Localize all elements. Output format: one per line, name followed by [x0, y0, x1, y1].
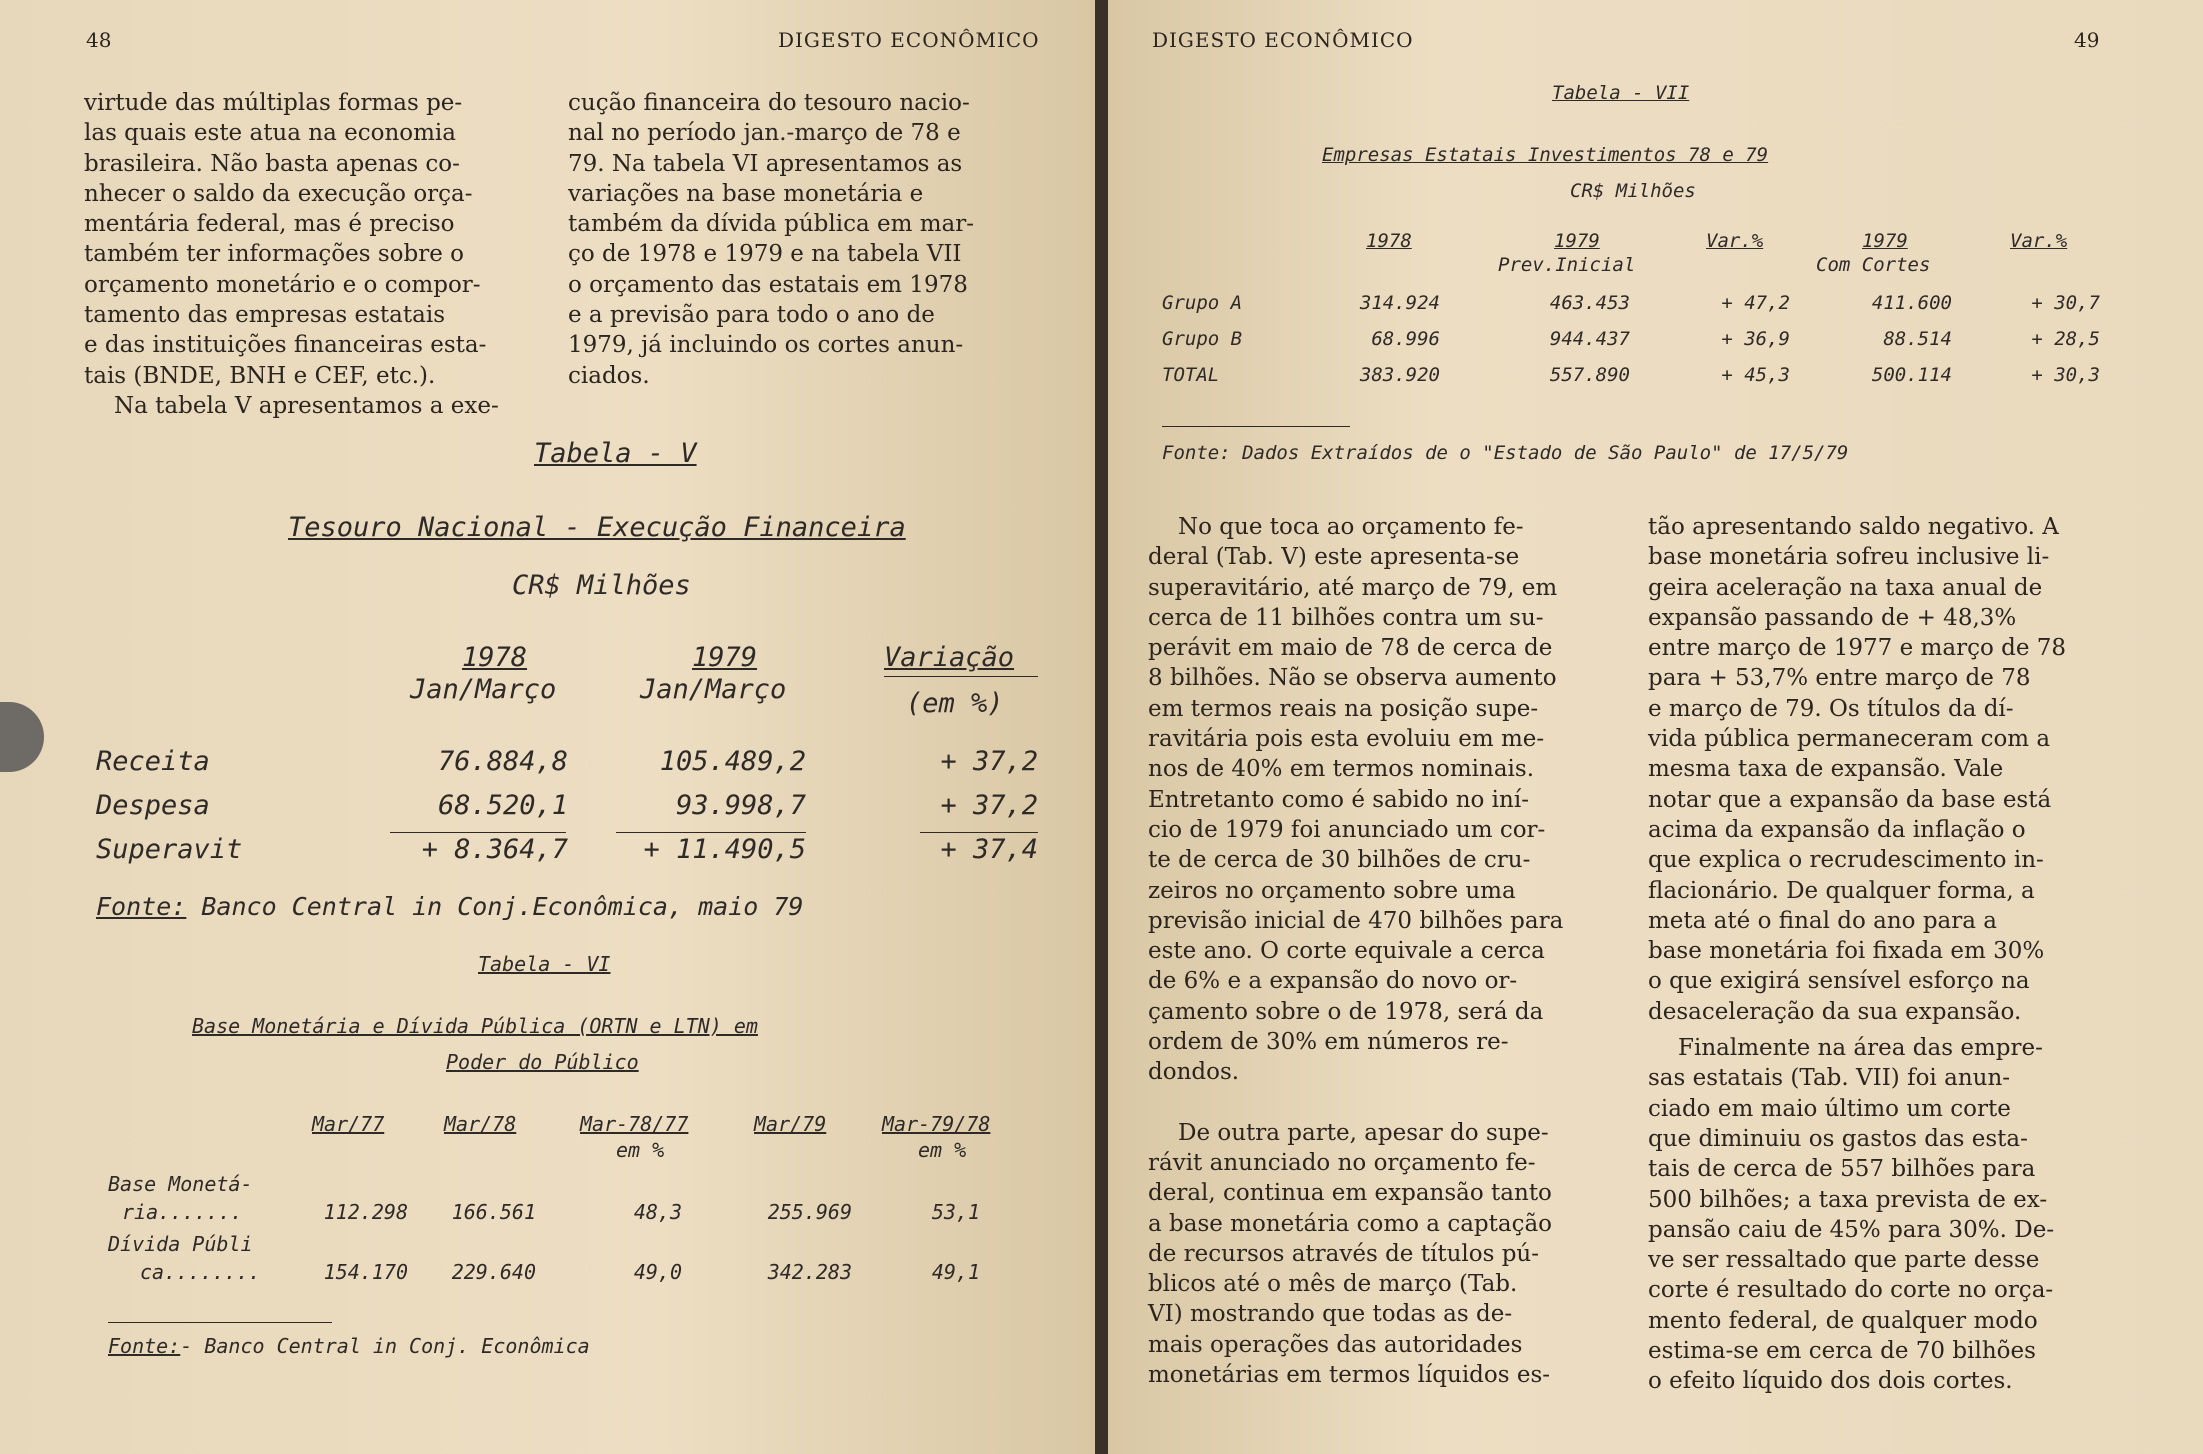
text-line: e a previsão para todo o ano de	[568, 302, 935, 329]
text-line: de recursos através de títulos pú-	[1148, 1240, 1540, 1267]
table-v-col3-unit: (em %)	[906, 688, 1004, 719]
table-vi-cell: 255.969	[767, 1200, 852, 1224]
source-text: Banco Central in Conj.Econômica, maio 79	[201, 892, 804, 921]
left-page	[0, 0, 1095, 1454]
table-vii-cell: 557.890	[1549, 364, 1630, 386]
right-page	[1108, 0, 2203, 1454]
table-v-rule	[616, 832, 806, 833]
text-line: nhecer o saldo da execução orça-	[84, 180, 473, 207]
table-v-cell: 93.998,7	[675, 790, 806, 821]
text-line: superavitário, até março de 79, em	[1148, 574, 1558, 601]
table-v-cell: + 8.364,7	[421, 834, 568, 865]
table-v-rule	[884, 676, 1038, 677]
text-line: vida pública permaneceram com a	[1648, 726, 2051, 753]
text-line: zeiros no orçamento sobre uma	[1148, 877, 1516, 904]
table-v-col1-year: 1978	[462, 642, 528, 673]
text-line: o que exigirá sensível esforço na	[1648, 968, 2030, 995]
text-line: e das instituições financeiras esta-	[84, 332, 487, 359]
table-v-col3-head: Variação	[884, 642, 1015, 673]
text-line: ve ser ressaltado que parte desse	[1648, 1247, 2040, 1274]
table-vii-cell: 463.453	[1549, 292, 1630, 314]
text-line: Na tabela V apresentamos a exe-	[114, 392, 499, 419]
text-line: ordem de 30% em números re-	[1148, 1029, 1509, 1056]
text-line: em termos reais na posição supe-	[1148, 695, 1539, 722]
page-smudge	[0, 702, 44, 772]
text-line: sas estatais (Tab. VII) foi anun-	[1648, 1065, 2011, 1092]
text-line: expansão passando de + 48,3%	[1648, 604, 2017, 631]
table-vi-cell: 166.561	[451, 1200, 536, 1224]
text-line: também da dívida pública em mar-	[568, 211, 975, 238]
table-v-cell: + 37,4	[940, 834, 1038, 865]
text-line: notar que a expansão da base está	[1648, 786, 2052, 813]
text-line: que diminuiu os gastos das esta-	[1648, 1125, 2028, 1152]
text-line: te de cerca de 30 bilhões de cru-	[1148, 847, 1531, 874]
table-vi-cell: 342.283	[767, 1260, 852, 1284]
table-v-cell: 76.884,8	[437, 746, 568, 777]
table-vii-unit: CR$ Milhões	[1570, 180, 1696, 202]
text-line: cio de 1979 foi anunciado um cor-	[1148, 816, 1546, 843]
text-line: 500 bilhões; a taxa prevista de ex-	[1648, 1186, 2048, 1213]
text-line: Finalmente na área das empre-	[1678, 1035, 2043, 1062]
source-label: Fonte:	[96, 892, 187, 921]
table-vii-header: 1979	[1554, 230, 1600, 252]
table-vii-title: Empresas Estatais Investimentos 78 e 79	[1322, 144, 1769, 166]
text-line: ciados.	[568, 362, 650, 389]
table-vii-header: Var.%	[1706, 230, 1764, 252]
text-line: geira aceleração na taxa anual de	[1648, 574, 2043, 601]
text-line: desaceleração da sua expansão.	[1648, 998, 2022, 1025]
text-line: mentária federal, mas é preciso	[84, 211, 455, 238]
text-line: que explica o recrudescimento in-	[1648, 847, 2044, 874]
table-v-col2-year: 1979	[692, 642, 758, 673]
text-line: mento federal, de qualquer modo	[1648, 1307, 2038, 1334]
table-vii-cell: + 30,3	[2031, 364, 2100, 386]
text-line: base monetária sofreu inclusive li-	[1648, 544, 2050, 571]
table-vii-cell: 411.600	[1871, 292, 1952, 314]
table-vi-title-2: Poder do Público	[446, 1050, 639, 1074]
table-vi-cell: 154.170	[323, 1260, 408, 1284]
right-col-1	[1148, 512, 1618, 1390]
text-line: ço de 1978 e 1979 e na tabela VII	[568, 241, 962, 268]
table-v-unit: CR$ Milhões	[512, 570, 691, 601]
table-vi-row-label: Base Monetá-	[108, 1172, 253, 1196]
table-vi-header: Mar-78/77	[580, 1112, 689, 1136]
left-col-2	[568, 88, 1051, 391]
text-line: nos de 40% em termos nominais.	[1148, 756, 1535, 783]
table-v-source	[96, 892, 803, 921]
table-vii-row-label: TOTAL	[1162, 364, 1220, 386]
table-v-cell: 105.489,2	[659, 746, 806, 777]
table-vii-cell: 383.920	[1359, 364, 1440, 386]
text-line: deral, continua em expansão tanto	[1148, 1180, 1552, 1207]
text-line: mais operações das autoridades	[1148, 1331, 1523, 1358]
text-line: rávit anunciado no orçamento fe-	[1148, 1149, 1536, 1176]
text-line: nal no período jan.-março de 78 e	[568, 120, 961, 147]
text-line: tais (BNDE, BNH e CEF, etc.).	[84, 362, 436, 389]
text-line: orçamento monetário e o compor-	[84, 271, 481, 298]
table-vii-cell: + 28,5	[2031, 328, 2100, 350]
table-v-row-label: Receita	[96, 746, 210, 777]
table-vi-cell: 112.298	[323, 1200, 408, 1224]
table-vi-cell: 49,1	[931, 1260, 980, 1284]
text-line: 79. Na tabela VI apresentamos as	[568, 150, 963, 177]
table-v-rule	[390, 832, 566, 833]
text-line: cução financeira do tesouro nacio-	[568, 90, 970, 116]
table-vi-row-label: Dívida Públi	[108, 1232, 253, 1256]
table-vii-cell: + 47,2	[1721, 292, 1790, 314]
text-line: virtude das múltiplas formas pe-	[84, 90, 463, 116]
table-vi-header: Mar/79	[754, 1112, 827, 1136]
text-line: ciado em maio último um corte	[1648, 1095, 2011, 1122]
table-v-cell: + 11.490,5	[643, 834, 806, 865]
text-line: variações na base monetária e	[568, 180, 924, 207]
text-line: De outra parte, apesar do supe-	[1178, 1119, 1549, 1146]
text-line: dondos.	[1148, 1059, 1240, 1086]
table-v-cell: + 37,2	[940, 746, 1038, 777]
text-line: para + 53,7% entre março de 78	[1648, 665, 2031, 692]
text-line: estima-se em cerca de 70 bilhões	[1648, 1338, 2036, 1365]
text-line: monetárias em termos líquidos es-	[1148, 1362, 1551, 1389]
left-col-1	[84, 88, 540, 421]
text-line: tão apresentando saldo negativo. A	[1648, 514, 2059, 540]
table-vii-source: Fonte: Dados Extraídos de o "Estado de São Paulo" de 17/5/79	[1162, 442, 1849, 464]
table-vi-cell: 229.640	[451, 1260, 536, 1284]
text-line: e março de 79. Os títulos da dí-	[1648, 695, 2014, 722]
table-vii-label: Tabela - VII	[1552, 82, 1690, 104]
table-vi-rule	[108, 1322, 332, 1323]
text-line: No que toca ao orçamento fe-	[1178, 514, 1524, 540]
page-number: 49	[2074, 28, 2100, 52]
table-vii-cell: + 36,9	[1721, 328, 1790, 350]
table-vii-cell: 314.924	[1359, 292, 1440, 314]
text-line: mesma taxa de expansão. Vale	[1648, 756, 2004, 783]
table-vii-subheader: Prev.Inicial	[1498, 254, 1636, 276]
text-line: previsão inicial de 470 bilhões para	[1148, 907, 1564, 934]
source-text: - Banco Central in Conj. Econômica	[180, 1334, 590, 1358]
table-vii-header: Var.%	[2010, 230, 2068, 252]
text-line: las quais este atua na economia	[84, 120, 456, 147]
table-v-cell: 68.520,1	[437, 790, 568, 821]
table-v-title: Tesouro Nacional - Execução Financeira	[288, 512, 906, 543]
table-v-label: Tabela - V	[534, 438, 697, 469]
text-line: VI) mostrando que todas as de-	[1148, 1301, 1513, 1328]
table-vi-subheader: em %	[616, 1138, 665, 1162]
text-line: 1979, já incluindo os cortes anun-	[568, 332, 964, 359]
source-label: Fonte:	[108, 1334, 181, 1358]
book-gutter	[1095, 0, 1108, 1454]
text-line: meta até o final do ano para a	[1648, 907, 1997, 934]
text-line: flacionário. De qualquer forma, a	[1648, 877, 2035, 904]
table-vi-subheader: em %	[918, 1138, 967, 1162]
running-head: DIGESTO ECONÔMICO	[1152, 28, 1414, 52]
table-vi-header: Mar/78	[444, 1112, 517, 1136]
text-line: de 6% e a expansão do novo or-	[1148, 968, 1518, 995]
table-vii-cell: + 45,3	[1721, 364, 1790, 386]
table-vi-label: Tabela - VI	[478, 952, 611, 976]
text-line: deral (Tab. V) este apresenta-se	[1148, 544, 1520, 571]
table-v-row-label: Despesa	[96, 790, 210, 821]
text-line: base monetária foi fixada em 30%	[1648, 938, 2045, 965]
text-line: tais de cerca de 557 bilhões para	[1648, 1156, 2036, 1183]
table-vi-header: Mar-79/78	[882, 1112, 991, 1136]
text-line: perávit em maio de 78 de cerca de	[1148, 635, 1553, 662]
table-vii-header: 1979	[1862, 230, 1908, 252]
table-vi-cell: 53,1	[931, 1200, 980, 1224]
table-vii-subheader: Com Cortes	[1816, 254, 1931, 276]
table-vi-title-1: Base Monetária e Dívida Pública (ORTN e LTN) em	[192, 1014, 758, 1038]
table-vi-cell: 49,0	[633, 1260, 682, 1284]
table-vi-row-label: ria.......	[122, 1200, 243, 1224]
table-v-rule	[920, 832, 1038, 833]
text-line: o orçamento das estatais em 1978	[568, 271, 968, 298]
text-line: cerca de 11 bilhões contra um su-	[1148, 604, 1544, 631]
table-vii-cell: + 30,7	[2031, 292, 2100, 314]
table-vii-rule	[1162, 426, 1350, 427]
page-number: 48	[86, 28, 112, 52]
table-vii-row-label: Grupo A	[1162, 292, 1243, 314]
text-line: brasileira. Não basta apenas co-	[84, 150, 460, 177]
text-line: a base monetária como a captação	[1148, 1210, 1553, 1237]
text-line: o efeito líquido dos dois cortes.	[1648, 1368, 2013, 1395]
table-v-row-label: Superavit	[96, 834, 243, 865]
running-head: DIGESTO ECONÔMICO	[778, 28, 1040, 52]
text-line: blicos até o mês de março (Tab.	[1148, 1271, 1518, 1298]
text-line: este ano. O corte equivale a cerca	[1148, 938, 1545, 965]
table-vii-header: 1978	[1366, 230, 1412, 252]
table-vi-source	[108, 1334, 590, 1358]
table-vi-row-label: ca........	[140, 1260, 261, 1284]
text-line: corte é resultado do corte no orça-	[1648, 1277, 2054, 1304]
text-line: tamento das empresas estatais	[84, 302, 446, 329]
right-col-2	[1648, 512, 2124, 1397]
text-line: acima da expansão da inflação o	[1648, 816, 2026, 843]
table-vii-row-label: Grupo B	[1162, 328, 1243, 350]
table-vii-cell: 944.437	[1549, 328, 1630, 350]
table-vi-cell: 48,3	[633, 1200, 682, 1224]
text-line: Entretanto como é sabido no iní-	[1148, 786, 1529, 813]
table-v-cell: + 37,2	[940, 790, 1038, 821]
table-v-col2-period: Jan/Março	[640, 674, 787, 705]
table-vii-cell: 68.996	[1371, 328, 1440, 350]
text-line: çamento sobre o de 1978, será da	[1148, 998, 1544, 1025]
table-vi-header: Mar/77	[312, 1112, 385, 1136]
text-line: pansão caiu de 45% para 30%. De-	[1648, 1216, 2055, 1243]
table-vii-cell: 500.114	[1871, 364, 1952, 386]
table-vii-cell: 88.514	[1883, 328, 1952, 350]
table-v-col1-period: Jan/Março	[410, 674, 557, 705]
text-line: entre março de 1977 e março de 78	[1648, 635, 2067, 662]
text-line: 8 bilhões. Não se observa aumento	[1148, 665, 1557, 692]
text-line: ravitária pois esta evoluiu em me-	[1148, 726, 1545, 753]
text-line: também ter informações sobre o	[84, 241, 465, 268]
